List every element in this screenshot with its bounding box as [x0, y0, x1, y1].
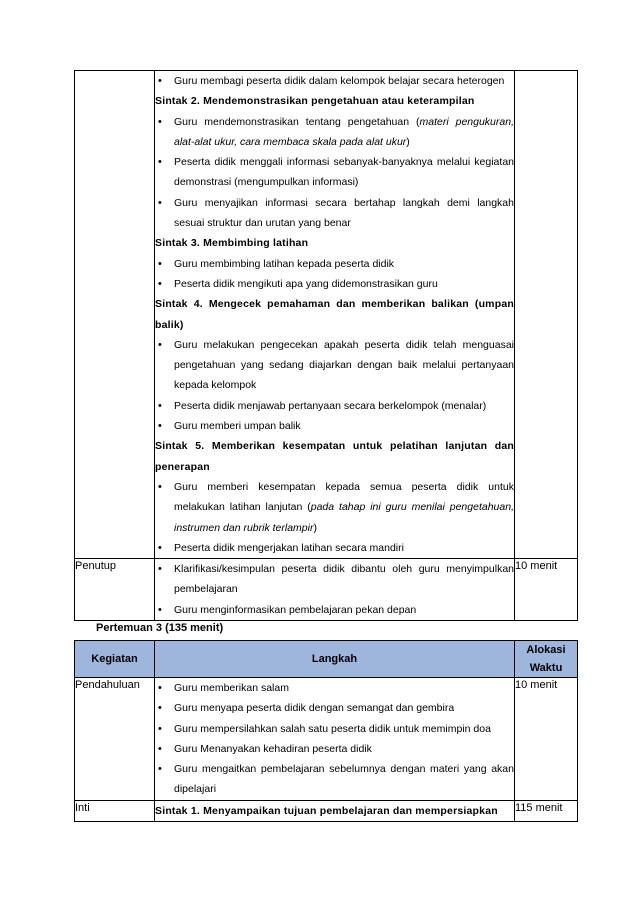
alokasi-pendahuluan: 10 menit [515, 678, 578, 801]
italic-text: materi pengukuran, alat-alat ukur, cara membaca skala pada alat ukur [174, 115, 514, 148]
header-kegiatan: Kegiatan [75, 641, 155, 678]
table-row-pendahuluan [75, 678, 578, 801]
italic-text: pada tahap ini guru menilai pengetahuan, instrumen dan rubrik terlampir [174, 501, 514, 534]
kegiatan-label-pendahuluan: Pendahuluan [75, 678, 155, 801]
text-segment: ) [313, 521, 317, 534]
alokasi-cell-empty [515, 71, 578, 559]
header-alokasi-line2: Waktu [529, 662, 563, 674]
list-item: • Guru memberikan salam [155, 678, 514, 698]
table-row-penutup [75, 559, 578, 621]
sintak-heading: Sintak 1. Menyampaikan tujuan pembelajaran dan mempersiapkan [155, 804, 498, 817]
header-alokasi-line1: Alokasi [526, 644, 566, 656]
sintak-heading: Sintak 4. Mengecek pemahaman dan memberikan balikan (umpan balik) [155, 298, 514, 331]
list-item: • Guru membagi peserta didik dalam kelompok belajar secara heterogen [155, 71, 514, 91]
alokasi-inti: 115 menit [515, 800, 578, 821]
langkah-cell-penutup [155, 559, 515, 621]
table-row-inti-continued [75, 71, 578, 559]
header-langkah: Langkah [155, 641, 515, 678]
bullet-list [155, 335, 514, 436]
kegiatan-label-inti: Inti [75, 800, 155, 821]
langkah-cell-inti-start [155, 800, 515, 821]
sintak-heading: Sintak 5. Memberikan kesempatan untuk pelatihan lanjutan dan penerapan [155, 440, 514, 473]
inti-step-list [155, 71, 514, 558]
kegiatan-label-penutup: Penutup [75, 559, 155, 621]
bullet-list [155, 112, 514, 234]
table-row-inti [75, 800, 578, 821]
list-item: • Guru melakukan pengecekan apakah peserta didik telah menguasai pengetahuan yang sedang diajarkan dengan baik melalui pertanyaan kepada kelompok [155, 335, 514, 396]
text-segment: Guru mendemonstrasikan tentang pengetahuan ( [174, 115, 420, 128]
bullet-list [155, 254, 514, 295]
list-item: • Guru Menanyakan kehadiran peserta didik [155, 739, 514, 759]
list-item: • Guru menyapa peserta didik dengan semangat dan gembira [155, 698, 514, 718]
meeting-heading: Pertemuan 3 (135 menit) [96, 622, 224, 634]
pendahuluan-list [155, 678, 514, 800]
list-item [155, 477, 514, 538]
list-item: • Guru memberi umpan balik [155, 416, 514, 436]
list-item: • Guru membimbing latihan kepada peserta didik [155, 254, 514, 274]
bullet-list [155, 477, 514, 558]
list-item: • Peserta didik menjawab pertanyaan secara berkelompok (menalar) [155, 396, 514, 416]
list-item: • Peserta didik mengikuti apa yang didemonstrasikan guru [155, 274, 514, 294]
header-alokasi [515, 641, 578, 678]
sintak-heading: Sintak 3. Membimbing latihan [155, 237, 309, 250]
list-item [155, 112, 514, 153]
kegiatan-cell-empty [75, 71, 155, 559]
list-item: • Guru mempersilahkan salah satu peserta didik untuk memimpin doa [155, 719, 514, 739]
alokasi-penutup: 10 menit [515, 559, 578, 621]
list-item: • Guru menyajikan informasi secara bertahap langkah demi langkah sesuai struktur dan urutan yang benar [155, 193, 514, 234]
text-segment: Guru memberi kesempatan kepada semua peserta didik untuk melakukan latihan lanjutan ( [174, 480, 514, 514]
langkah-cell-inti [155, 71, 515, 559]
bullet-list [155, 71, 514, 91]
sintak-heading: Sintak 2. Mendemonstrasikan pengetahuan atau keterampilan [155, 95, 475, 108]
lesson-table-continued [74, 70, 578, 621]
lesson-table-meeting-3 [74, 640, 578, 822]
table-header-row [75, 641, 578, 678]
list-item: • Peserta didik mengerjakan latihan secara mandiri [155, 538, 514, 558]
list-item: • Guru mengaitkan pembelajaran sebelumnya dengan materi yang akan dipelajari [155, 759, 514, 800]
list-item: • Klarifikasi/kesimpulan peserta didik dibantu oleh guru menyimpulkan pembelajaran [155, 559, 514, 600]
langkah-cell-pendahuluan [155, 678, 515, 801]
list-item: • Peserta didik menggali informasi sebanyak-banyaknya melalui kegiatan demonstrasi (mengumpulkan informasi) [155, 152, 514, 193]
list-item: • Guru menginformasikan pembelajaran pekan depan [155, 600, 514, 620]
text-segment: ) [406, 135, 410, 148]
penutup-list [155, 559, 514, 620]
